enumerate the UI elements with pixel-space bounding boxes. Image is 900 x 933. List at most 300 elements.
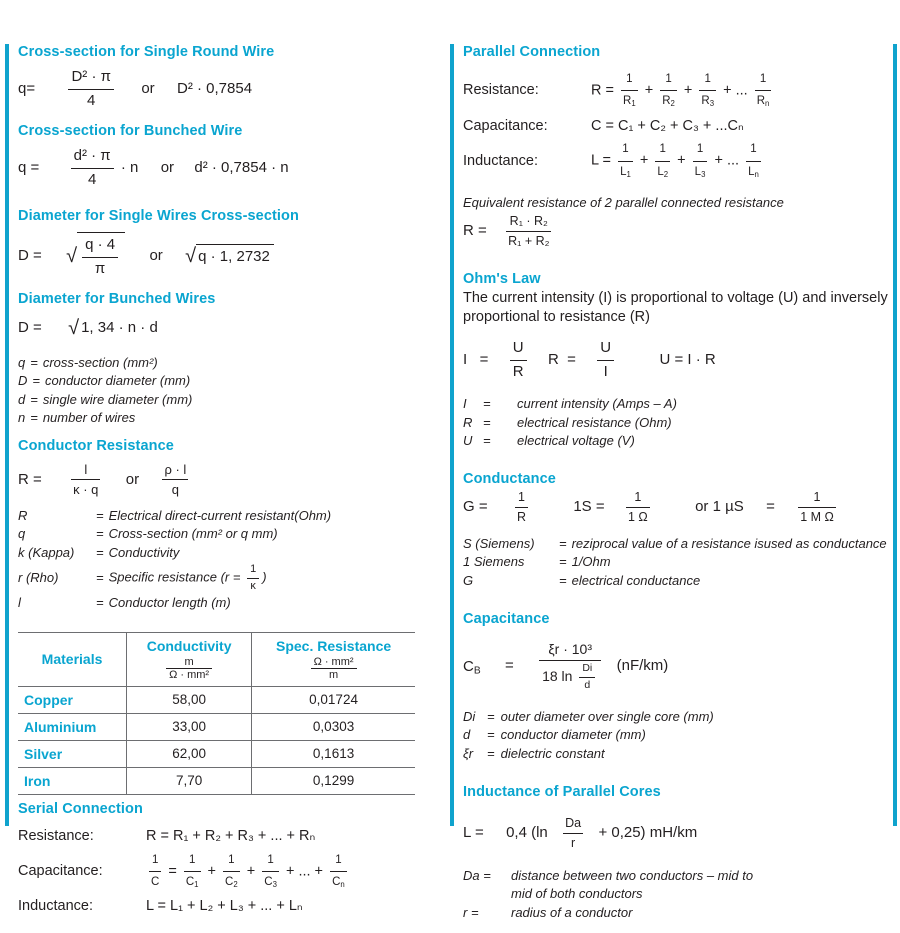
definition-equals: = [96,507,104,523]
definition-symbol: ξr [463,745,474,761]
fraction-numerator: 1 [655,139,670,161]
definition-text: Conductor length (m) [108,595,231,611]
column-header-unit [133,656,245,681]
definition-symbol: G [463,572,474,588]
definition-equals: = [32,373,40,389]
radical-sign: √ [68,317,80,339]
table-row [18,713,415,740]
fraction [68,66,114,112]
fraction [621,69,638,113]
definition-text: conductor diameter (mm) [500,727,646,743]
definition-text [109,562,438,594]
definition-row [463,395,888,413]
cell-conductivity: 7,70 [127,767,252,794]
definition-text: cross-section (mm²) [42,355,158,370]
definition-equals: = [96,544,104,560]
definition-row [463,745,888,763]
radicand: q · 1, 2732 [196,244,274,269]
definition-text: 1/Ohm [571,554,611,570]
fraction [71,460,100,500]
alternate-formula: d² · 0,7854 · n [194,158,289,176]
fraction-numerator: 1 [184,850,201,872]
definition-row [463,904,888,922]
right-column [463,44,888,933]
definition-text: electrical resistance (Ohm) [517,414,672,430]
term-cb [463,658,481,675]
row-formula: R = R₁ + R₂ + R₃ + ... + Rₙ [146,827,316,844]
definition-equals: = [30,391,38,407]
square-root-alt [185,241,274,271]
fraction-numerator: Da [563,814,583,834]
fraction-denominator: R [512,362,524,380]
fraction [515,488,528,527]
definition-row [18,525,438,543]
fraction-u-over-i [597,337,614,383]
fraction [311,656,357,681]
row-serial-inductance [18,893,438,920]
definition-text: electrical voltage (V) [517,432,635,448]
row-parallel-inductance [463,139,888,183]
section-parallel-connection [463,44,888,250]
formula-lead: D = [18,246,42,264]
section-title: Serial Connection [18,800,143,817]
fraction [162,460,188,500]
definition-symbol: q [18,526,26,542]
formula-capacitance [463,639,888,694]
formula-lead: R = [18,470,42,488]
cell-spec-resistance: 0,01724 [252,686,415,713]
definition-symbol: r (Rho) [18,570,59,586]
formula-cross-section-bunched [18,145,438,191]
section-title: Diameter for Bunched Wires [18,291,216,307]
row-label: Resistance: [463,82,539,99]
fraction-numerator: Di [579,661,595,678]
formula-lead: G = [463,498,488,516]
definition-text: Conductivity [108,544,180,560]
definition-symbol: Di [463,708,476,724]
definition-symbol: 1 Siemens [463,554,525,570]
alternate-formula: D² · 0,7854 [177,79,253,97]
accent-bar-middle [450,44,454,826]
fraction-denominator: I [603,362,608,380]
fraction-numerator: 1 [693,139,708,161]
row-label: Inductance: [18,898,93,915]
fraction-denominator: $C_n$ [332,875,345,889]
fraction-numerator: l [71,460,100,481]
equals-sign: = [766,498,775,516]
symbol-definitions-inductance [463,867,888,922]
square-root [68,313,162,343]
cell-material: Copper [18,686,127,713]
definition-symbol: R [18,507,28,523]
definition-text: reziprocal value of a resistance isused as conductance [571,535,887,551]
definition-row [18,409,438,427]
equivalent-resistance-note: Equivalent resistance of 2 parallel connected resistance [463,194,784,210]
fraction-denominator: d [584,679,591,692]
symbol-definitions-capacitance [463,708,888,763]
fraction [149,850,161,894]
fraction-numerator: 1 [515,488,528,508]
definition-text: single wire diameter (mm) [42,391,193,407]
formula-diameter-single [18,232,438,280]
formula-diameter-bunched [18,313,438,343]
fraction-numerator: m [166,656,212,669]
term-c-subscript: B [473,665,481,677]
definition-text-tail: ) [262,569,267,585]
definition-equals: = [487,745,495,761]
fraction-numerator: ξr · 10³ [539,639,601,661]
fraction-numerator: 1 [618,139,633,161]
formula-lead: R = [463,222,487,240]
section-title: Inductance of Parallel Cores [463,784,661,801]
row-label: Capacitance: [463,117,548,134]
fraction-numerator: U [597,337,614,361]
column-header-conductivity [127,632,252,686]
definition-equals: = [96,526,104,542]
fraction [82,234,118,280]
fraction-numerator: 1 [247,562,259,579]
definition-symbol: n [18,410,26,426]
fraction [184,850,201,894]
definition-text: Cross-section (mm² or q mm) [108,526,278,542]
section-conductor-resistance [18,438,438,613]
fraction-denominator: κ · q [73,482,99,498]
definition-row [463,572,888,590]
fraction [660,69,677,113]
definition-row [463,726,888,744]
row-formula: C = C₁ + C₂ + C₃ + ...Cₙ [591,117,744,134]
definition-equals: = [30,410,38,426]
fraction-denominator: $C_1$ [185,875,199,889]
left-column [18,44,438,931]
fraction [539,639,601,694]
accent-bar-right [893,44,897,826]
definition-row [18,562,438,594]
cell-conductivity: 62,00 [127,740,252,767]
or-text: or [149,246,163,264]
fraction-denominator: R₁ + R₂ [508,233,550,248]
fraction-denominator: 1 Ω [627,510,648,525]
square-root [66,232,125,280]
fraction-numerator: d² · π [71,145,114,169]
radicand [77,232,125,280]
definition-equals: = [487,708,495,724]
fraction-denominator: m [328,668,339,681]
fraction-numerator: 1 [149,850,161,872]
fraction-denominator: $L_2$ [657,165,669,179]
table-header [18,632,415,686]
fraction-denominator: κ [250,579,256,592]
definition-row [463,885,888,903]
fraction-numerator: 1 [621,69,638,91]
fraction [755,69,772,113]
fraction-numerator: 1 [699,69,716,91]
fraction-numerator: R₁ · R₂ [506,212,551,232]
definition-equals: = [559,535,567,551]
fraction-numerator: 1 [262,850,279,872]
section-title: Diameter for Single Wires Cross-section [18,208,299,224]
row-formula: $\frac{1}{C}$ = $\frac{1}{C_1}$ + $\frac{1}{C_2}$ + $\frac{1}{C_3}$ + ... + $\frac{1}{C_n}$ [146,850,438,894]
multiplier: · n [120,158,139,176]
definition-equals: = [559,554,567,570]
radical-sign: √ [66,245,78,267]
cell-spec-resistance: 0,0303 [252,713,415,740]
definition-equals: = [30,355,38,370]
fraction-numerator: D² · π [68,66,114,90]
row-label: Resistance: [18,827,94,844]
definition-symbol [463,885,511,903]
row-serial-resistance [18,823,438,850]
column-header-spec-resistance [252,632,415,686]
definition-text: radius of a conductor [511,904,633,920]
symbol-definitions-ohms-law [463,395,888,450]
or-text: or [125,470,140,488]
fraction-denominator: $R_1$ [623,95,636,109]
column-header-materials: Materials [18,632,127,686]
denominator-prefix: 18 ln [542,668,573,685]
section-diameter-bunched-wires [18,291,438,343]
fraction-denominator [539,661,601,694]
definition-text: number of wires [42,410,136,426]
section-title: Parallel Connection [463,44,601,60]
ohms-law-description: The current intensity (I) is proportional to voltage (U) and inversely proportional to resistance (R) [463,290,888,326]
definition-row [463,414,888,432]
definition-row [18,354,438,372]
fraction-numerator: 1 [626,488,650,508]
row-parallel-resistance [463,69,888,113]
definition-symbol: D [18,373,28,389]
definition-symbol: I [463,396,467,412]
definition-equals: = [96,570,104,586]
section-serial-connection [18,801,438,920]
fraction-denominator: $L_3$ [694,165,706,179]
fraction [655,139,670,183]
or-text: or [141,79,155,97]
fraction [693,139,708,183]
definition-text: conductor diameter (mm) [44,373,191,389]
formula-lead: q = [18,158,40,176]
one-siemens-label: 1S = [573,498,605,516]
definition-row [463,432,888,450]
definition-symbol: Da = [463,867,491,883]
fraction-denominator: $R_3$ [701,95,715,109]
row-label: Capacitance: [18,863,103,880]
definition-equals: = [483,396,491,412]
fraction [563,814,583,853]
fraction-denominator: R [516,510,526,525]
formula-cross-section-single [18,66,438,112]
fraction [626,488,650,527]
cell-material: Silver [18,740,127,767]
fraction-u-over-r [510,337,527,383]
unit-label: (nF/km) [616,657,669,675]
fraction-denominator: q [171,482,179,498]
definition-row [463,867,888,885]
definition-text: distance between two conductors – mid to [511,867,754,883]
cell-conductivity: 33,00 [127,713,252,740]
cell-conductivity: 58,00 [127,686,252,713]
fraction [798,488,836,527]
definition-text-main: Specific resistance (r = [108,569,241,585]
fraction-numerator: ρ · l [162,460,188,481]
definition-equals: = [483,432,491,448]
definition-text: dielectric constant [500,745,605,761]
formula-suffix: + 0,25) mH/km [598,824,698,842]
section-title: Capacitance [463,611,550,628]
section-title: Conductance [463,471,556,488]
fraction-denominator: $R_2$ [662,95,675,109]
column-header-label: Spec. Resistance [275,637,392,654]
section-inductance-parallel-cores [463,784,888,922]
definition-equals: = [487,727,495,743]
fraction [247,562,259,594]
or-microsiemens-label: or 1 µS [695,498,744,516]
definition-row [18,594,438,612]
definition-text: electrical conductance [571,572,701,588]
definition-symbol: d [463,727,471,743]
fraction-denominator: $C_2$ [225,875,238,889]
fraction [618,139,633,183]
definition-symbol: k (Kappa) [18,544,75,560]
definition-row [18,544,438,562]
section-cross-section-single-round-wire [18,44,438,112]
section-diameter-single-wires [18,208,438,280]
or-text: or [160,158,175,176]
fraction [262,850,279,894]
formula-conductance [463,488,888,527]
fraction-numerator: 1 [755,69,772,91]
definition-row [18,372,438,390]
term-c: C [463,657,474,675]
fraction-denominator: 4 [87,170,97,188]
definition-row [463,708,888,726]
formula-equivalent-resistance [463,212,888,251]
definition-symbol: S (Siemens) [463,535,535,551]
column-header-label: Conductivity [146,637,232,654]
fraction-numerator: 1 [660,69,677,91]
formula-inductance-parallel-cores [463,814,888,853]
table-row [18,686,415,713]
fraction-numerator: U [510,337,527,361]
fraction-denominator: $R_n$ [756,95,770,109]
definition-text: outer diameter over single core (mm) [500,708,714,724]
radical-sign: √ [185,245,197,267]
section-conductance [463,471,888,590]
formula-lead: L = [463,824,484,842]
row-formula: R = $\frac{1}{R_1}$ + $\frac{1}{R_2}$ + $\frac{1}{R_3}$ + ... $\frac{1}{R_n}$ [591,69,888,113]
radicand: 1, 34 · n · d [81,319,158,337]
fraction-denominator: 1 M Ω [800,510,834,525]
formula-ohms-law [463,337,888,383]
cell-spec-resistance: 0,1613 [252,740,415,767]
definition-text: Electrical direct-current resistant(Ohm) [108,507,332,523]
inner-fraction [579,661,595,694]
fraction [746,139,761,183]
materials-table [18,632,415,795]
fraction [223,850,240,894]
definition-row [18,391,438,409]
table-row [18,767,415,794]
fraction-numerator: 1 [798,488,836,508]
definition-symbol: q [18,355,26,370]
definition-symbol: U [463,432,473,448]
cell-material: Aluminium [18,713,127,740]
row-parallel-capacitance [463,113,888,140]
row-label: Inductance: [463,152,538,169]
definition-text: current intensity (Amps – A) [517,396,677,412]
table-row [18,740,415,767]
definition-text: mid of both conductors [511,886,643,902]
symbol-definitions-conductance [463,535,888,590]
definition-symbol: d [18,391,26,407]
accent-bar-left [5,44,9,826]
section-title: Ohm's Law [463,271,541,288]
row-formula: L = L₁ + L₂ + L₃ + ... + Lₙ [146,898,303,915]
formula-lead: q= [18,79,36,97]
fraction-numerator: 1 [330,850,347,872]
definition-equals: = [559,572,567,588]
fraction-denominator: π [94,259,106,277]
definition-symbol: l [18,595,21,611]
term-i: I = [463,351,489,369]
fraction [506,212,551,251]
table-header-row [18,632,415,686]
cell-material: Iron [18,767,127,794]
row-serial-capacitance [18,850,438,894]
section-title: Cross-section for Single Round Wire [18,44,275,60]
fraction-denominator: r [571,835,576,850]
definition-symbol: r = [463,904,479,920]
section-cross-section-bunched-wire [18,123,438,191]
table-body [18,686,415,794]
term-r: R = [547,351,576,369]
fraction [71,145,114,191]
fraction-denominator: $L_n$ [748,165,759,179]
section-title: Conductor Resistance [18,437,174,454]
fraction [699,69,716,113]
fraction-denominator: $L_1$ [620,165,631,179]
symbol-definitions-wire [18,354,438,428]
definition-equals: = [96,595,104,611]
fraction-numerator: q · 4 [82,234,118,258]
fraction-numerator: 1 [746,139,761,161]
cell-spec-resistance: 0,1299 [252,767,415,794]
fraction-numerator: Ω · mm² [311,656,357,669]
term-u: U = I · R [659,351,716,369]
equals-sign: = [504,657,514,675]
definition-symbol: R [463,414,473,430]
definition-row [463,553,888,571]
fraction-denominator: C [151,875,160,888]
section-capacitance [463,611,888,763]
fraction [330,850,347,894]
definition-equals: = [483,414,491,430]
formula-prefix: 0,4 (ln [506,824,548,842]
fraction-denominator: Ω · mm² [169,668,210,681]
fraction-denominator: 4 [87,91,96,109]
column-header-unit [258,656,409,681]
section-title: Cross-section for Bunched Wire [18,123,243,139]
formula-lead: D = [18,318,42,336]
row-formula: L = $\frac{1}{L_1}$ + $\frac{1}{L_2}$ + $\frac{1}{L_3}$ + ... $\frac{1}{L_n}$ [591,139,888,183]
fraction [166,656,212,681]
definition-row [463,535,888,553]
symbol-definitions-resistance [18,507,438,613]
fraction-denominator: $C_3$ [264,875,277,889]
section-ohms-law [463,271,888,450]
definition-row [18,507,438,525]
formula-conductor-resistance [18,460,438,500]
